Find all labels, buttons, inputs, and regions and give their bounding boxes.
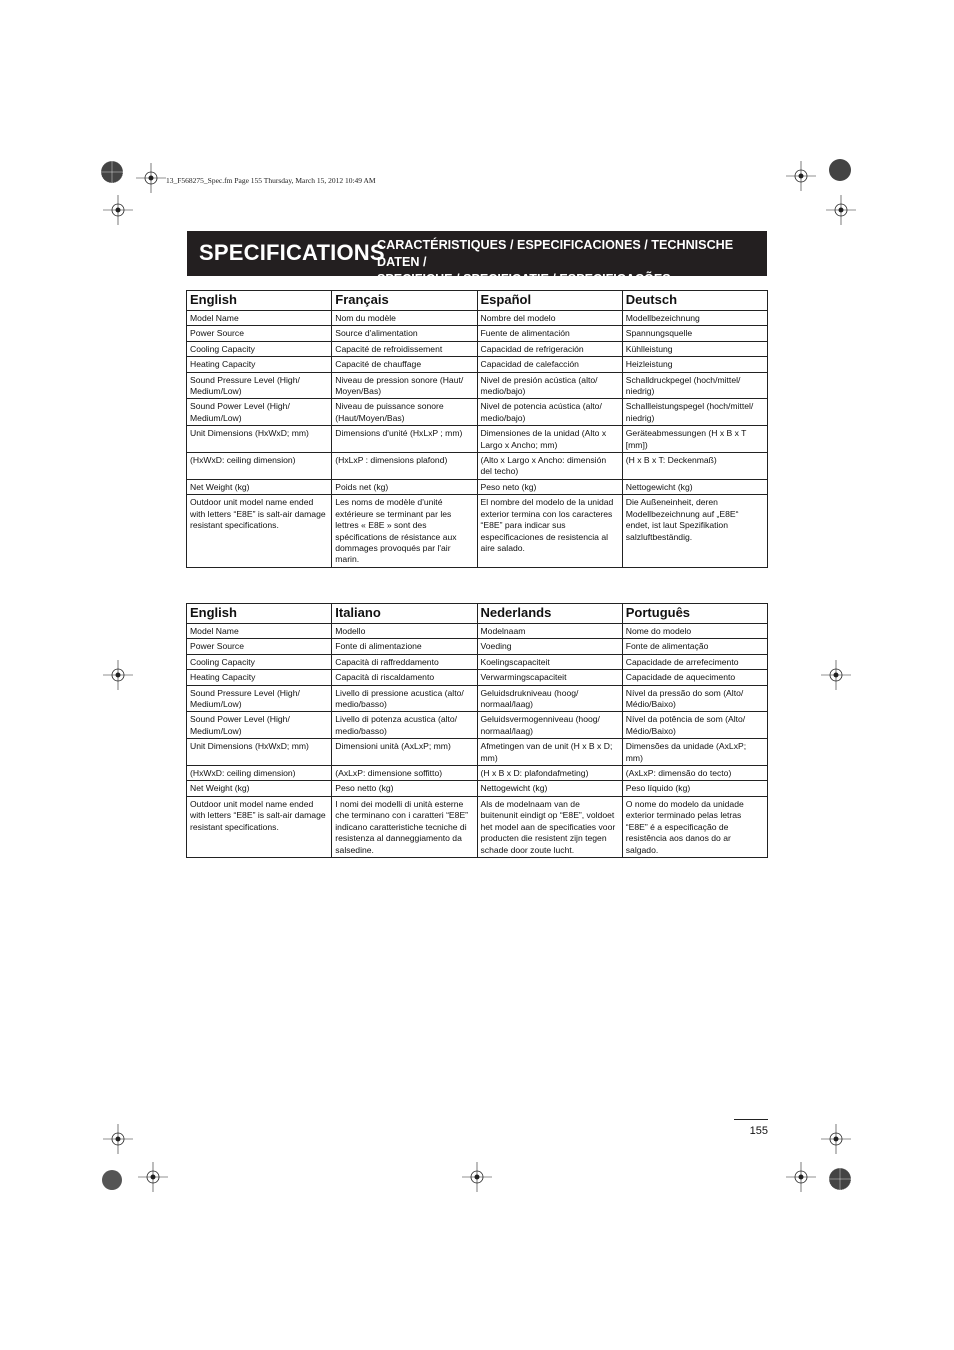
table-cell: Niveau de pression sonore (Haut/ Moyen/Bas) <box>332 372 477 399</box>
table-cell: Nivel de presión acústica (alto/ medio/bajo) <box>477 372 622 399</box>
column-header: Deutsch <box>622 291 767 311</box>
table-cell: Dimensiones de la unidad (Alto x Largo x Ancho; mm) <box>477 426 622 453</box>
table-cell: Geräteabmessungen (H x B x T [mm]) <box>622 426 767 453</box>
column-header: Nederlands <box>477 604 622 624</box>
table-cell: Livello di potenza acustica (alto/ medio/basso) <box>332 712 477 739</box>
crosshair-mark-icon <box>462 1162 492 1192</box>
crosshair-mark-icon <box>103 195 133 225</box>
page-title: SPECIFICATIONS <box>199 240 385 265</box>
table-cell: Dimensions d'unité (HxLxP ; mm) <box>332 426 477 453</box>
table-cell: Capacidad de refrigeración <box>477 341 622 356</box>
table-cell: Dimensões da unidade (AxLxP; mm) <box>622 739 767 766</box>
table-cell: (HxLxP : dimensions plafond) <box>332 453 477 480</box>
table-cell: Nível da pressão do som (Alto/ Médio/Baixo) <box>622 685 767 712</box>
table-cell: Heating Capacity <box>187 670 332 685</box>
table-cell: Modelnaam <box>477 624 622 639</box>
table-header-row <box>187 604 768 624</box>
table-cell: O nome do modelo da unidade exterior terminado pelas letras “E8E” é a especificação de resistência aos danos do ar salgado. <box>622 796 767 857</box>
table-cell: Sound Pressure Level (High/ Medium/Low) <box>187 685 332 712</box>
table-cell: Voeding <box>477 639 622 654</box>
crosshair-mark-icon <box>103 660 133 690</box>
column-header: English <box>187 604 332 624</box>
table-cell: Capacidade de aquecimento <box>622 670 767 685</box>
column-header: Italiano <box>332 604 477 624</box>
table-row <box>187 766 768 781</box>
table-cell: Nombre del modelo <box>477 311 622 326</box>
table-cell: Afmetingen van de unit (H x B x D; mm) <box>477 739 622 766</box>
table-cell: Outdoor unit model name ended with letters “E8E” is salt-air damage resistant specifications. <box>187 796 332 857</box>
table-cell: Outdoor unit model name ended with letters “E8E” is salt-air damage resistant specifications. <box>187 495 332 567</box>
registration-disc-icon <box>96 150 136 190</box>
table-cell: Capacidade de arrefecimento <box>622 654 767 669</box>
crosshair-mark-icon <box>103 1124 133 1154</box>
table-cell: Model Name <box>187 624 332 639</box>
table-cell: (AxLxP: dimensão do tecto) <box>622 766 767 781</box>
table-cell: Nom du modèle <box>332 311 477 326</box>
page-number: 155 <box>734 1119 768 1137</box>
table-cell: Geluidsdrukniveau (hoog/ normaal/laag) <box>477 685 622 712</box>
table-cell: Dimensioni unità (AxLxP; mm) <box>332 739 477 766</box>
table-row <box>187 341 768 356</box>
table-cell: Cooling Capacity <box>187 341 332 356</box>
table-row <box>187 357 768 372</box>
spec-table-1 <box>186 290 768 568</box>
registration-disc-icon <box>820 150 860 190</box>
table-cell: (Alto x Largo x Ancho: dimensión del techo) <box>477 453 622 480</box>
table-cell: Nettogewicht (kg) <box>622 479 767 494</box>
table-cell: Peso netto (kg) <box>332 781 477 796</box>
table-cell: Cooling Capacity <box>187 654 332 669</box>
table-cell: (AxLxP: dimensione soffitto) <box>332 766 477 781</box>
specifications-banner <box>187 231 767 286</box>
table-cell: Nome do modelo <box>622 624 767 639</box>
table-cell: Die Außeneinheit, deren Modellbezeichnung auf „E8E“ endet, ist laut Spezifikation salzluftbeständig. <box>622 495 767 567</box>
table-cell: Capacité de refroidissement <box>332 341 477 356</box>
table-row <box>187 639 768 654</box>
table-cell: Capacidad de calefacción <box>477 357 622 372</box>
table-cell: Net Weight (kg) <box>187 781 332 796</box>
table-cell: Verwarmingscapaciteit <box>477 670 622 685</box>
table-cell: Nível da potência de som (Alto/ Médio/Baixo) <box>622 712 767 739</box>
table-cell: Modellbezeichnung <box>622 311 767 326</box>
table-row <box>187 624 768 639</box>
table-header-row <box>187 291 768 311</box>
table-cell: Heizleistung <box>622 357 767 372</box>
crosshair-mark-icon <box>136 163 166 193</box>
spec-table-2 <box>186 603 768 858</box>
table-row <box>187 670 768 685</box>
crosshair-mark-icon <box>821 660 851 690</box>
table-cell: Peso neto (kg) <box>477 479 622 494</box>
table-cell: Heating Capacity <box>187 357 332 372</box>
table-row <box>187 399 768 426</box>
table-cell: Kühlleistung <box>622 341 767 356</box>
table-row <box>187 372 768 399</box>
column-header: Português <box>622 604 767 624</box>
table-cell: Livello di pressione acustica (alto/ medio/basso) <box>332 685 477 712</box>
table-cell: Capacité de chauffage <box>332 357 477 372</box>
table-cell: Capacità di riscaldamento <box>332 670 477 685</box>
table-row <box>187 495 768 567</box>
table-cell: Schalldruckpegel (hoch/mittel/ niedrig) <box>622 372 767 399</box>
crosshair-mark-icon <box>786 1162 816 1192</box>
page-subtitle <box>377 237 767 288</box>
table-cell: Nivel de potencia acústica (alto/ medio/bajo) <box>477 399 622 426</box>
table-row <box>187 685 768 712</box>
crosshair-mark-icon <box>138 1162 168 1192</box>
table-cell: Unit Dimensions (HxWxD; mm) <box>187 426 332 453</box>
table-cell: Fuente de alimentación <box>477 326 622 341</box>
crosshair-mark-icon <box>786 161 816 191</box>
table-row <box>187 311 768 326</box>
table-cell: Unit Dimensions (HxWxD; mm) <box>187 739 332 766</box>
table-cell: Koelingscapaciteit <box>477 654 622 669</box>
table-cell: Sound Power Level (High/ Medium/Low) <box>187 399 332 426</box>
table-cell: Fonte di alimentazione <box>332 639 477 654</box>
table-cell: (H x B x T: Deckenmaß) <box>622 453 767 480</box>
table-cell: (HxWxD: ceiling dimension) <box>187 766 332 781</box>
table-cell: Les noms de modèle d'unité extérieure se terminant par les lettres « E8E » sont des spécifications de résistance aux dommages provoqués par l'air marin. <box>332 495 477 567</box>
table-cell: I nomi dei modelli di unità esterne che terminano con i caratteri “E8E” indicano caratteristiche tecniche di resistenza al danneggiamento da salsedine. <box>332 796 477 857</box>
column-header: English <box>187 291 332 311</box>
table-row <box>187 654 768 669</box>
table-row <box>187 712 768 739</box>
table-cell: Modello <box>332 624 477 639</box>
subtitle-line-2: SPECIFICHE / SPECIFICATIE / ESPECIFICAÇÕES <box>377 272 671 286</box>
table-cell: Capacità di raffreddamento <box>332 654 477 669</box>
table-cell: Schallleistungspegel (hoch/mittel/ niedrig) <box>622 399 767 426</box>
table-row <box>187 326 768 341</box>
table-cell: Source d'alimentation <box>332 326 477 341</box>
table-row <box>187 739 768 766</box>
table-row <box>187 479 768 494</box>
table-cell: Model Name <box>187 311 332 326</box>
table-cell: Power Source <box>187 639 332 654</box>
table-cell: Poids net (kg) <box>332 479 477 494</box>
table-cell: El nombre del modelo de la unidad exterior termina con los caracteres “E8E” para indicar sus especificaciones de resistencia al aire salado. <box>477 495 622 567</box>
table-row <box>187 781 768 796</box>
table-cell: Net Weight (kg) <box>187 479 332 494</box>
table-cell: Als de modelnaam van de buitenunit eindigt op “E8E”, voldoet het model aan de specificaties voor producten die resistent zijn tegen schade door zoute lucht. <box>477 796 622 857</box>
crosshair-mark-icon <box>826 195 856 225</box>
registration-disc-icon <box>820 1150 860 1190</box>
table-cell: (HxWxD: ceiling dimension) <box>187 453 332 480</box>
column-header: Français <box>332 291 477 311</box>
registration-disc-icon <box>96 1150 136 1190</box>
column-header: Español <box>477 291 622 311</box>
file-info: 13_F568275_Spec.fm Page 155 Thursday, March 15, 2012 10:49 AM <box>166 176 376 185</box>
table-cell: Fonte de alimentação <box>622 639 767 654</box>
table-cell: Geluidsvermogenniveau (hoog/ normaal/laag) <box>477 712 622 739</box>
table-cell: Spannungsquelle <box>622 326 767 341</box>
table-cell: Sound Power Level (High/ Medium/Low) <box>187 712 332 739</box>
table-row <box>187 796 768 857</box>
table-row <box>187 426 768 453</box>
table-cell: Sound Pressure Level (High/ Medium/Low) <box>187 372 332 399</box>
table-cell: Power Source <box>187 326 332 341</box>
table-cell: (H x B x D: plafondafmeting) <box>477 766 622 781</box>
crosshair-mark-icon <box>821 1124 851 1154</box>
table-cell: Nettogewicht (kg) <box>477 781 622 796</box>
table-cell: Peso líquido (kg) <box>622 781 767 796</box>
table-row <box>187 453 768 480</box>
table-cell: Niveau de puissance sonore (Haut/Moyen/Bas) <box>332 399 477 426</box>
subtitle-line-1: CARACTÉRISTIQUES / ESPECIFICACIONES / TECHNISCHE DATEN / <box>377 238 734 269</box>
